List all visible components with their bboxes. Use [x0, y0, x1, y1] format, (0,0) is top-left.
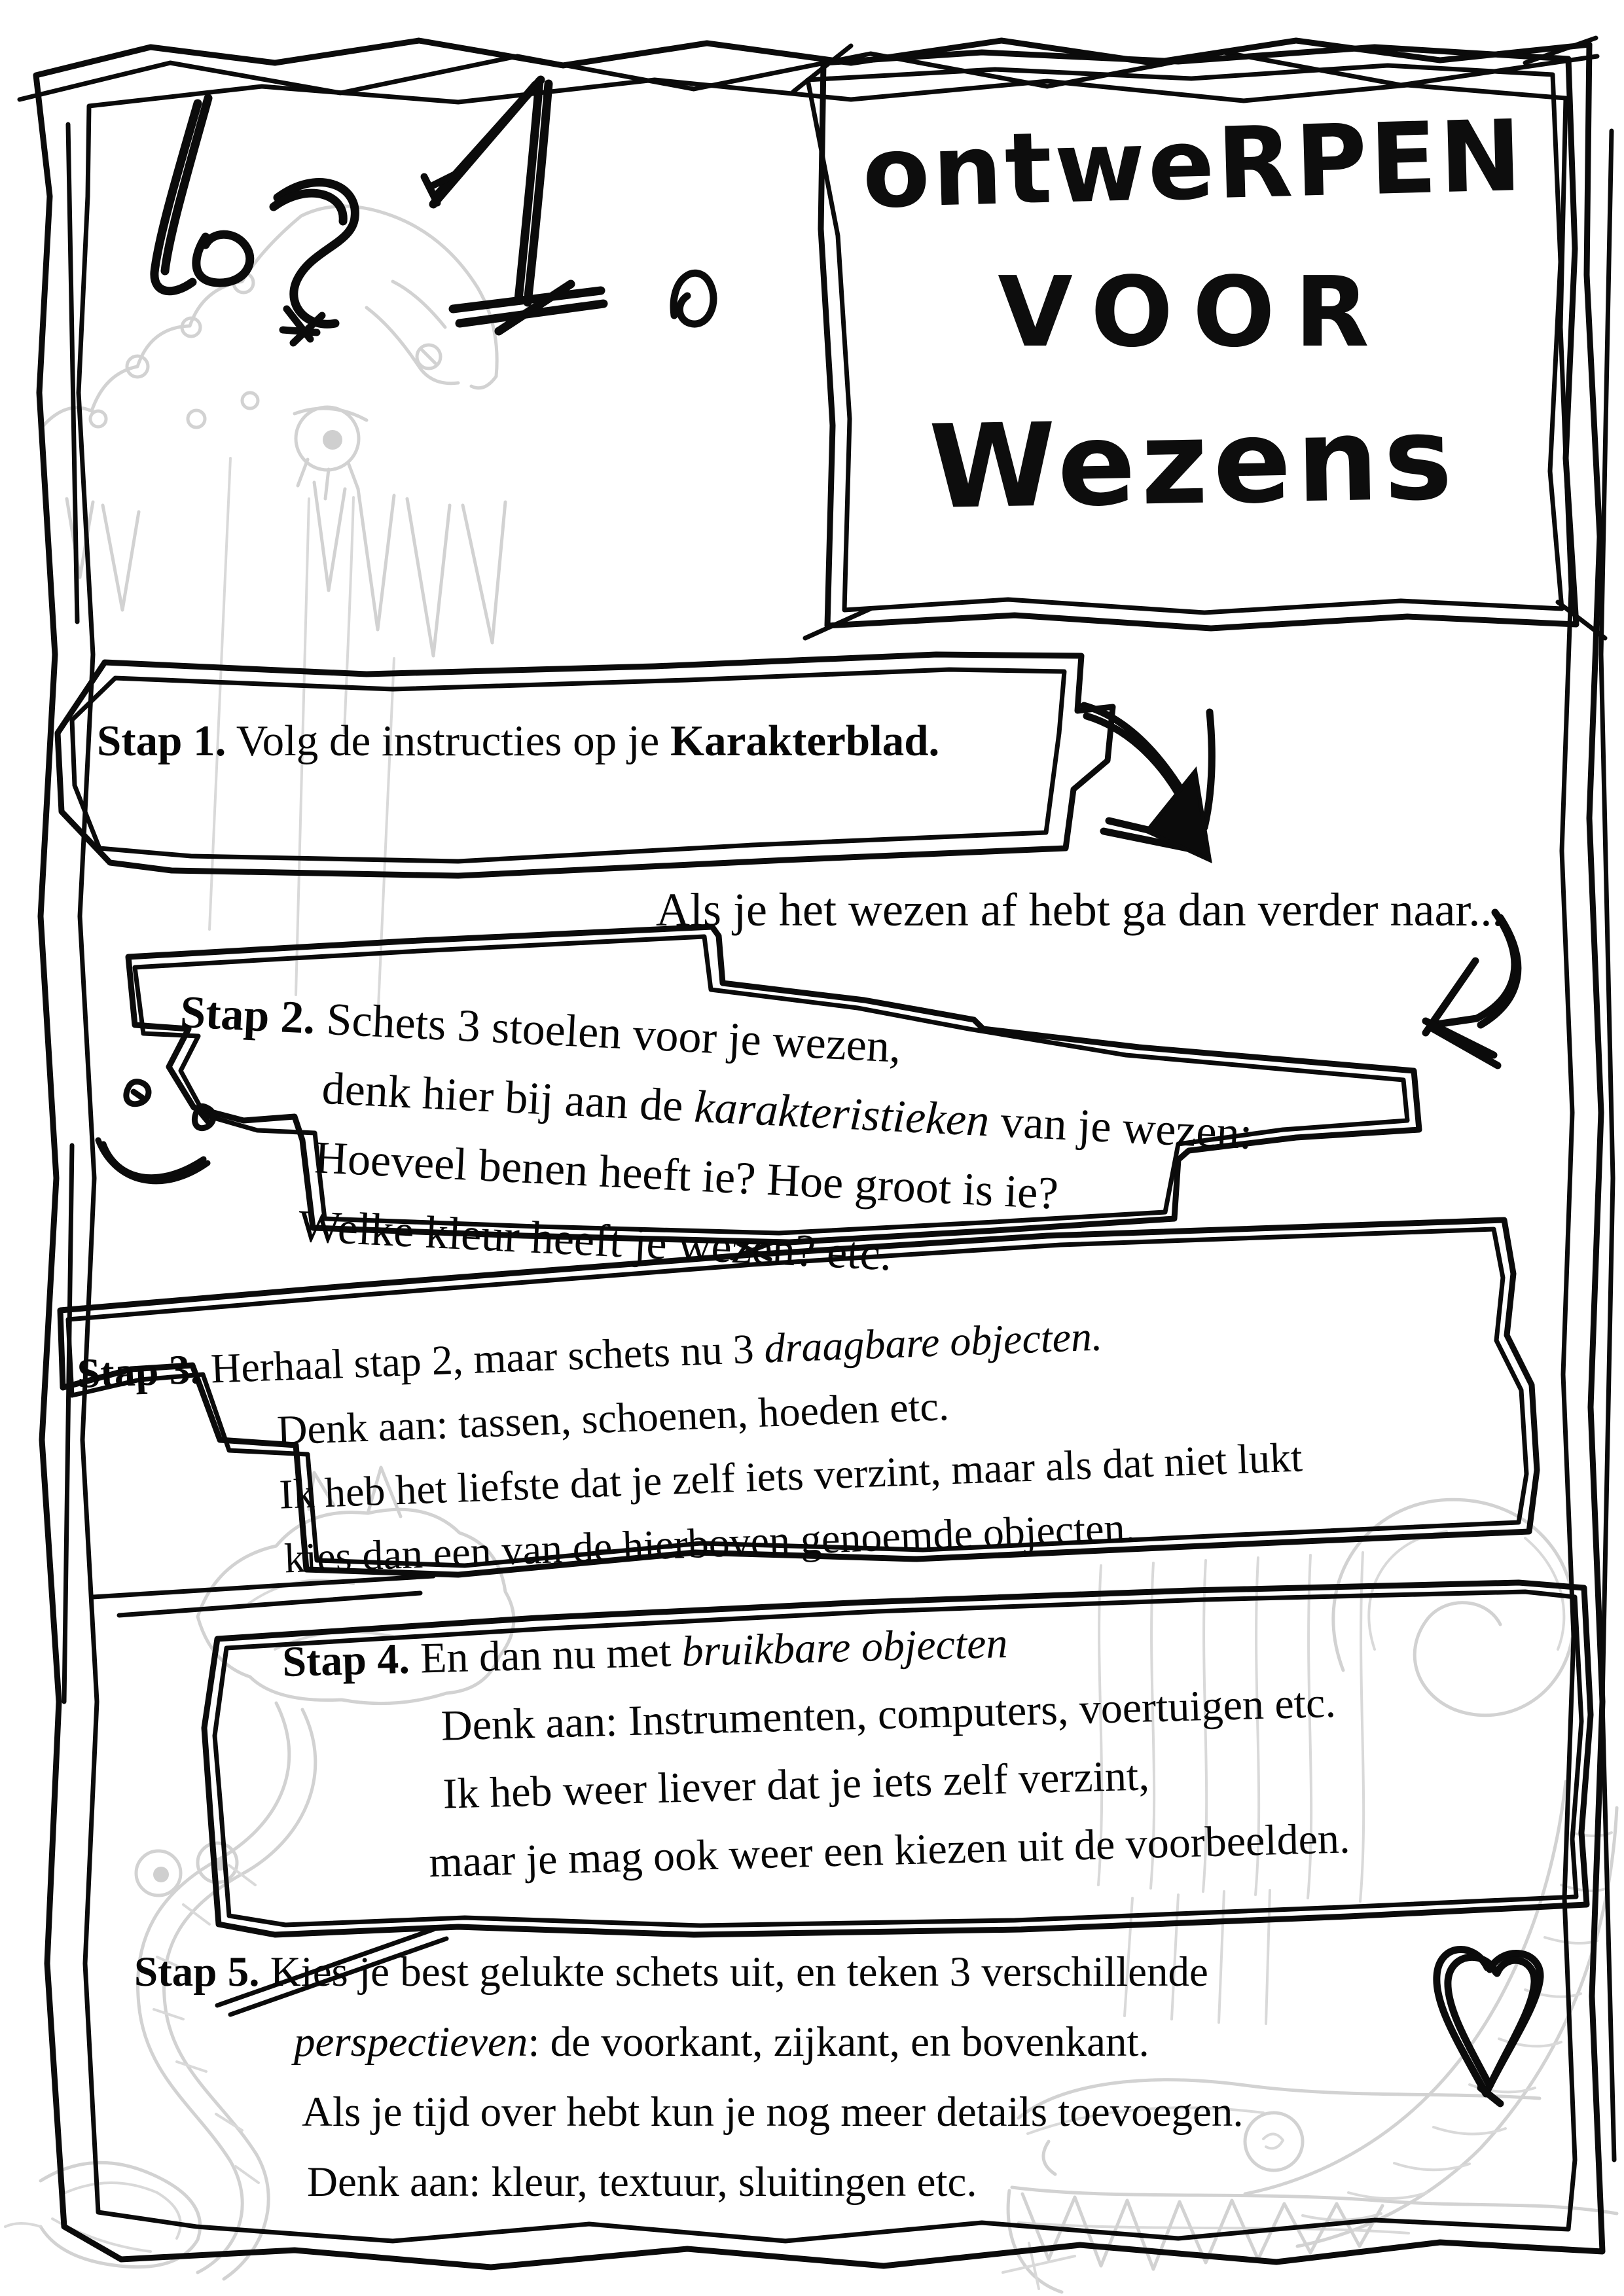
stap5-line-2	[134, 2007, 1244, 2077]
arrow-down-right-icon	[1084, 706, 1212, 860]
stap4-instruction	[281, 1601, 1351, 1901]
stap1-label: Stap 1.	[97, 717, 226, 765]
stap2-line-2-post: van je wezen:	[988, 1096, 1254, 1160]
stap5-line-1	[134, 1937, 1244, 2007]
title-line-2: VOOR	[998, 256, 1389, 368]
stap2-line-2-pre: denk hier bij aan de	[321, 1063, 696, 1132]
stap3-instruction	[76, 1297, 1306, 1598]
stap5-label: Stap 5.	[134, 1948, 260, 1996]
stap3-line-4: kies dan een van de hierboven genoemde objecten.	[283, 1503, 1136, 1582]
stap4-line-1-pre: En dan nu met	[408, 1628, 683, 1683]
stap2-line-3: Hoeveel benen heeft ie? Hoe groot is ie?	[313, 1132, 1060, 1219]
stap4-label: Stap 4.	[281, 1634, 410, 1686]
stap2-label: Stap 2.	[179, 986, 317, 1044]
stap3-label: Stap 3.	[76, 1346, 202, 1397]
stap5-line-1-text: Kies je best gelukte schets uit, en teken 3 verschillende	[259, 1948, 1208, 1996]
lesson-title-scribble	[154, 80, 713, 343]
stap3-line-3: Ik heb het liefste dat je zelf iets verzint, maar als dat niet lukt	[278, 1433, 1303, 1518]
heart-icon	[1437, 1949, 1540, 2104]
stap5-instruction	[134, 1937, 1244, 2217]
stap2-line-4: Welke kleur heeft je wezen? etc.	[297, 1201, 893, 1281]
stap4-line-2: Denk aan: Instrumenten, computers, voertuigen etc.	[441, 1678, 1337, 1750]
transition-note: Als je het wezen af hebt ga dan verder naar...	[656, 884, 1504, 936]
stap1-body: Volg de instructies op je	[226, 717, 670, 765]
stap3-line-2: Denk aan: tassen, schoenen, hoeden etc.	[276, 1382, 950, 1454]
stap1-emphasis: Karakterblad.	[670, 717, 940, 765]
title-line-3: Wezens	[928, 391, 1459, 535]
stap2-instruction	[168, 978, 1257, 1308]
stap4-line-3: Ik heb weer liever dat je iets zelf verzint,	[442, 1751, 1150, 1818]
stap5-line-2-post: : de voorkant, zijkant, en bovenkant.	[528, 2018, 1149, 2066]
stap4-line-4: maar je mag ook weer een kiezen uit de voorbeelden.	[428, 1814, 1351, 1887]
stap5-line-2-italic: perspectieven	[294, 2018, 528, 2066]
stap2-line-1-text: Schets 3 stoelen voor je wezen,	[314, 994, 903, 1073]
stap3-line-1-italic: draagbare objecten.	[763, 1312, 1104, 1372]
title-line-1: ontweRPEN	[861, 99, 1526, 231]
stap5-line-3: Als je tijd over hebt kun je nog meer details toevoegen.	[302, 2089, 1244, 2136]
stap3-line-1-pre: Herhaal stap 2, maar schets nu 3	[199, 1325, 765, 1393]
title-box-text	[830, 99, 1557, 535]
stap1-instruction	[97, 716, 939, 766]
stap2-line-2-italic: karakteristieken	[693, 1081, 991, 1147]
stap4-line-1-italic: bruikbare objecten	[681, 1619, 1009, 1676]
stap5-line-4: Denk aan: kleur, textuur, sluitingen etc.	[307, 2159, 977, 2206]
